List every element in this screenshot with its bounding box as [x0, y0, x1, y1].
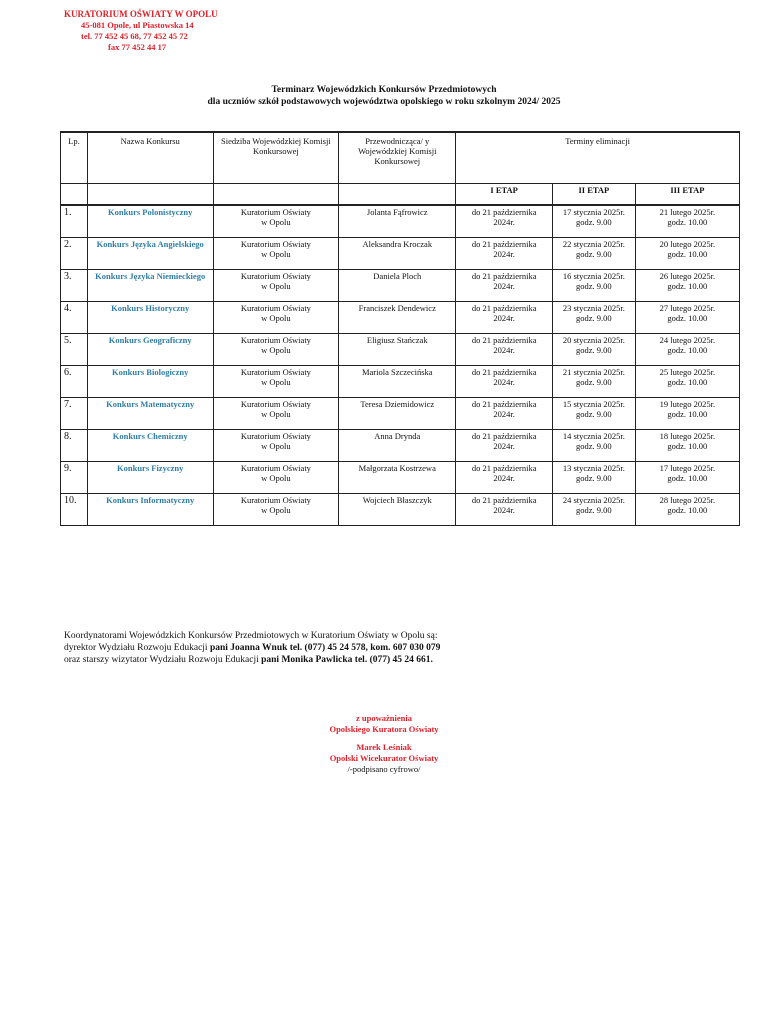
committee-seat-text: w Opolu — [261, 281, 291, 291]
table-row — [61, 302, 740, 334]
stage-3-date — [635, 366, 739, 398]
stage-3-date-text: godz. 10.00 — [667, 441, 708, 451]
subheader-empty — [213, 184, 339, 206]
stage-3-date — [635, 302, 739, 334]
subheader-empty — [61, 184, 88, 206]
header-chair: Przewodnicząca/ y Wojewódzkiej Komisji Konkursowej — [339, 132, 456, 184]
committee-chair-text: Daniela Ploch — [373, 271, 422, 281]
stage-2-date — [553, 462, 636, 494]
committee-chair — [339, 334, 456, 366]
stage-2-date-text: 17 stycznia 2025r. — [562, 207, 625, 217]
stage-3-date — [635, 270, 739, 302]
row-number — [61, 430, 88, 462]
row-number — [61, 494, 88, 526]
title-line-1: Terminarz Wojewódzkich Konkursów Przedmiotowych — [271, 85, 497, 95]
row-number — [61, 398, 88, 430]
committee-chair — [339, 270, 456, 302]
committee-chair-text: Małgorzata Kostrzewa — [358, 463, 436, 473]
committee-seat-text: w Opolu — [261, 473, 291, 483]
stage-1-date — [456, 398, 553, 430]
stage-3-date — [635, 430, 739, 462]
stage-3-date — [635, 462, 739, 494]
committee-seat — [213, 462, 339, 494]
stage-2-date-text: godz. 9.00 — [576, 377, 612, 387]
committee-seat — [213, 205, 339, 238]
stage-3-date-text: 25 lutego 2025r. — [659, 367, 716, 377]
coordinator-1-role: dyrektor Wydziału Rozwoju Edukacji — [64, 643, 210, 653]
stage-3-date-text: 27 lutego 2025r. — [659, 303, 716, 313]
competition-name — [87, 238, 213, 270]
committee-seat-text: Kuratorium Oświaty — [240, 239, 311, 249]
subheader-empty — [87, 184, 213, 206]
committee-chair — [339, 462, 456, 494]
header-seat: Siedziba Wojewódzkiej Komisji Konkursowej — [213, 132, 339, 184]
stage-2-date-text: godz. 9.00 — [576, 313, 612, 323]
stage-3-date — [635, 398, 739, 430]
stage-3-date — [635, 494, 739, 526]
committee-chair-text: Jolanta Fąfrowicz — [366, 207, 428, 217]
committee-chair — [339, 205, 456, 238]
committee-seat — [213, 334, 339, 366]
stage-3-date-text: 20 lutego 2025r. — [659, 239, 716, 249]
coordinators-line-1: Koordynatorami Wojewódzkich Konkursów Przedmiotowych w Kuratorium Oświaty w Opolu są: — [64, 631, 438, 641]
stage-1-date-text: 2024r. — [493, 249, 515, 259]
stage-1-date-text: 2024r. — [493, 441, 515, 451]
stage-3-date-text: godz. 10.00 — [667, 217, 708, 227]
committee-seat-text: w Opolu — [261, 409, 291, 419]
committee-chair — [339, 302, 456, 334]
competition-name — [87, 494, 213, 526]
table-row — [61, 462, 740, 494]
stage-1-date-text: do 21 października — [471, 399, 537, 409]
competition-name — [87, 334, 213, 366]
row-number-text: 4. — [64, 303, 72, 314]
coordinator-1-contact: pani Joanna Wnuk tel. (077) 45 24 578, kom. 607 030 079 — [209, 643, 441, 653]
table-row — [61, 494, 740, 526]
stage-2-date — [553, 398, 636, 430]
stage-1-date-text: do 21 października — [471, 495, 537, 505]
committee-seat — [213, 238, 339, 270]
stage-1-date-text: do 21 października — [471, 239, 537, 249]
stage-3-date-text: godz. 10.00 — [667, 281, 708, 291]
committee-seat-text: Kuratorium Oświaty — [240, 495, 311, 505]
competition-name — [87, 398, 213, 430]
stage-2-date-text: godz. 9.00 — [576, 217, 612, 227]
stage-2-date — [553, 238, 636, 270]
coordinators-line-2 — [64, 642, 724, 654]
table-subheader-row — [61, 184, 740, 206]
competition-name-text: Konkurs Języka Angielskiego — [96, 239, 204, 249]
committee-seat — [213, 430, 339, 462]
coordinator-2-role: oraz starszy wizytator Wydziału Rozwoju Edukacji — [64, 655, 262, 665]
stage-2-date-text: 23 stycznia 2025r. — [562, 303, 625, 313]
row-number-text: 8. — [64, 431, 72, 442]
org-phones: tel. 77 452 45 68, 77 452 45 72 — [81, 31, 188, 41]
row-number-text: 5. — [64, 335, 72, 346]
row-number-text: 10. — [64, 495, 77, 506]
committee-chair — [339, 494, 456, 526]
committee-seat-text: w Opolu — [261, 345, 291, 355]
document-title — [0, 84, 768, 108]
org-name: KURATORIUM OŚWIATY W OPOLU — [64, 9, 218, 19]
stage-3-date-text: 28 lutego 2025r. — [659, 495, 716, 505]
stage-3-date-text: godz. 10.00 — [667, 473, 708, 483]
row-number — [61, 302, 88, 334]
stage-1-date-text: do 21 października — [471, 431, 537, 441]
competition-name — [87, 270, 213, 302]
row-number-text: 9. — [64, 463, 72, 474]
stage-1-date-text: 2024r. — [493, 313, 515, 323]
row-number — [61, 366, 88, 398]
stage-1-date-text: 2024r. — [493, 409, 515, 419]
stage-2-date — [553, 270, 636, 302]
stage-3-date-text: 18 lutego 2025r. — [659, 431, 716, 441]
stage-1-date-text: do 21 października — [471, 367, 537, 377]
coordinator-2-contact: pani Monika Pawlicka tel. (077) 45 24 661. — [261, 655, 433, 665]
committee-chair-text: Eligiusz Stańczak — [366, 335, 428, 345]
stage-1-date-text: 2024r. — [493, 505, 515, 515]
stage-2-date-text: godz. 9.00 — [576, 409, 612, 419]
table-row — [61, 270, 740, 302]
signatory-name: Marek Leśniak — [356, 742, 412, 752]
committee-seat-text: w Opolu — [261, 377, 291, 387]
stage-3-date-text: 24 lutego 2025r. — [659, 335, 716, 345]
stage-2-date-text: 16 stycznia 2025r. — [562, 271, 625, 281]
competition-name-text: Konkurs Historyczny — [111, 303, 190, 313]
stage-3-date — [635, 238, 739, 270]
digital-signature-note: /-podpisano cyfrowo/ — [347, 764, 421, 774]
committee-seat — [213, 366, 339, 398]
stage-2-date-text: godz. 9.00 — [576, 345, 612, 355]
stage-1-date-text: do 21 października — [471, 303, 537, 313]
authorization-line-1: z upoważnienia — [356, 713, 412, 723]
committee-chair-text: Anna Drynda — [374, 431, 421, 441]
competition-name — [87, 462, 213, 494]
stage-1-date-text: 2024r. — [493, 473, 515, 483]
stage-1-date — [456, 238, 553, 270]
competition-name-text: Konkurs Matematyczny — [106, 399, 195, 409]
stage-1-date-text: 2024r. — [493, 377, 515, 387]
stage-2-date — [553, 430, 636, 462]
row-number — [61, 238, 88, 270]
stage-2-date-text: 22 stycznia 2025r. — [562, 239, 625, 249]
header-etap-3: III ETAP — [635, 184, 739, 206]
stage-3-date-text: 17 lutego 2025r. — [659, 463, 716, 473]
authorization-line-2: Opolskiego Kuratora Oświaty — [329, 724, 439, 734]
competition-name — [87, 205, 213, 238]
committee-seat — [213, 270, 339, 302]
stage-1-date-text: do 21 października — [471, 271, 537, 281]
stage-3-date-text: godz. 10.00 — [667, 505, 708, 515]
competition-name-text: Konkurs Fizyczny — [117, 463, 184, 473]
title-line-2: dla uczniów szkół podstawowych województwa opolskiego w roku szkolnym 2024/ 2025 — [207, 97, 561, 107]
stage-3-date-text: godz. 10.00 — [667, 377, 708, 387]
stage-2-date — [553, 302, 636, 334]
coordinators-line-3 — [64, 654, 724, 666]
stage-3-date-text: godz. 10.00 — [667, 409, 708, 419]
committee-seat-text: Kuratorium Oświaty — [240, 463, 311, 473]
competition-name-text: Konkurs Informatyczny — [106, 495, 195, 505]
stage-1-date — [456, 334, 553, 366]
committee-chair-text: Franciszek Dendewicz — [358, 303, 436, 313]
stage-2-date-text: godz. 9.00 — [576, 281, 612, 291]
stage-3-date — [635, 205, 739, 238]
stage-2-date — [553, 366, 636, 398]
committee-seat — [213, 302, 339, 334]
committee-chair-text: Mariola Szczecińska — [361, 367, 433, 377]
committee-chair — [339, 430, 456, 462]
stage-1-date-text: 2024r. — [493, 345, 515, 355]
row-number — [61, 462, 88, 494]
stage-1-date-text: 2024r. — [493, 281, 515, 291]
row-number — [61, 270, 88, 302]
stage-1-date-text: 2024r. — [493, 217, 515, 227]
stage-1-date — [456, 494, 553, 526]
stage-2-date-text: godz. 9.00 — [576, 441, 612, 451]
header-etap-2: II ETAP — [553, 184, 636, 206]
competition-name-text: Konkurs Biologiczny — [112, 367, 189, 377]
row-number — [61, 334, 88, 366]
committee-seat-text: w Opolu — [261, 217, 291, 227]
stage-3-date — [635, 334, 739, 366]
committee-chair — [339, 398, 456, 430]
table-row — [61, 430, 740, 462]
header-name: Nazwa Konkursu — [87, 132, 213, 184]
stage-1-date — [456, 302, 553, 334]
row-number — [61, 205, 88, 238]
table-row — [61, 205, 740, 238]
stage-1-date — [456, 205, 553, 238]
stage-3-date-text: 26 lutego 2025r. — [659, 271, 716, 281]
stage-2-date-text: 13 stycznia 2025r. — [562, 463, 625, 473]
row-number-text: 7. — [64, 399, 72, 410]
stage-1-date-text: do 21 października — [471, 335, 537, 345]
header-terms: Terminy eliminacji — [456, 132, 740, 184]
competition-name-text: Konkurs Geograficzny — [108, 335, 192, 345]
row-number-text: 6. — [64, 367, 72, 378]
stage-3-date-text: 21 lutego 2025r. — [659, 207, 716, 217]
committee-seat-text: Kuratorium Oświaty — [240, 335, 311, 345]
stage-2-date-text: 14 stycznia 2025r. — [562, 431, 625, 441]
table-row — [61, 238, 740, 270]
schedule-table — [60, 131, 740, 526]
stage-2-date-text: godz. 9.00 — [576, 473, 612, 483]
table-row — [61, 366, 740, 398]
stage-1-date-text: do 21 października — [471, 207, 537, 217]
committee-seat-text: w Opolu — [261, 313, 291, 323]
subheader-empty — [339, 184, 456, 206]
committee-seat-text: Kuratorium Oświaty — [240, 303, 311, 313]
header-etap-1: I ETAP — [456, 184, 553, 206]
committee-seat-text: w Opolu — [261, 505, 291, 515]
row-number-text: 1. — [64, 207, 72, 218]
stage-2-date-text: godz. 9.00 — [576, 505, 612, 515]
header-lp: Lp. — [61, 132, 88, 184]
stage-1-date — [456, 430, 553, 462]
stage-2-date — [553, 494, 636, 526]
committee-chair — [339, 238, 456, 270]
table-header-row — [61, 132, 740, 184]
competition-name-text: Konkurs Chemiczny — [112, 431, 188, 441]
row-number-text: 3. — [64, 271, 72, 282]
table-row — [61, 398, 740, 430]
committee-chair — [339, 366, 456, 398]
competition-name-text: Konkurs Polonistyczny — [108, 207, 193, 217]
table-row — [61, 334, 740, 366]
stage-3-date-text: 19 lutego 2025r. — [659, 399, 716, 409]
competition-name — [87, 430, 213, 462]
competition-name-text: Konkurs Języka Niemieckiego — [95, 271, 206, 281]
stage-2-date-text: 24 stycznia 2025r. — [562, 495, 625, 505]
stage-2-date-text: godz. 9.00 — [576, 249, 612, 259]
committee-seat-text: Kuratorium Oświaty — [240, 399, 311, 409]
stage-2-date — [553, 205, 636, 238]
signatory-role: Opolski Wicekurator Oświaty — [329, 753, 439, 763]
stage-1-date — [456, 270, 553, 302]
competition-name — [87, 366, 213, 398]
committee-seat — [213, 398, 339, 430]
committee-chair-text: Teresa Dziemidowicz — [360, 399, 435, 409]
committee-seat — [213, 494, 339, 526]
committee-seat-text: Kuratorium Oświaty — [240, 367, 311, 377]
stage-2-date-text: 20 stycznia 2025r. — [562, 335, 625, 345]
committee-seat-text: Kuratorium Oświaty — [240, 207, 311, 217]
committee-seat-text: w Opolu — [261, 249, 291, 259]
org-fax: fax 77 452 44 17 — [108, 42, 167, 52]
stage-3-date-text: godz. 10.00 — [667, 313, 708, 323]
committee-seat-text: Kuratorium Oświaty — [240, 271, 311, 281]
stage-1-date — [456, 462, 553, 494]
committee-seat-text: Kuratorium Oświaty — [240, 431, 311, 441]
committee-chair-text: Aleksandra Kroczak — [362, 239, 433, 249]
competition-name — [87, 302, 213, 334]
stage-1-date — [456, 366, 553, 398]
letterhead — [64, 9, 264, 53]
stage-1-date-text: do 21 października — [471, 463, 537, 473]
org-address: 45-081 Opole, ul Piastowska 14 — [81, 20, 194, 30]
committee-seat-text: w Opolu — [261, 441, 291, 451]
signature-block — [0, 713, 768, 775]
row-number-text: 2. — [64, 239, 72, 250]
committee-chair-text: Wojciech Błaszczyk — [362, 495, 432, 505]
stage-2-date-text: 21 stycznia 2025r. — [562, 367, 625, 377]
stage-3-date-text: godz. 10.00 — [667, 249, 708, 259]
stage-3-date-text: godz. 10.00 — [667, 345, 708, 355]
coordinators-note — [64, 630, 724, 666]
stage-2-date-text: 15 stycznia 2025r. — [562, 399, 625, 409]
stage-2-date — [553, 334, 636, 366]
